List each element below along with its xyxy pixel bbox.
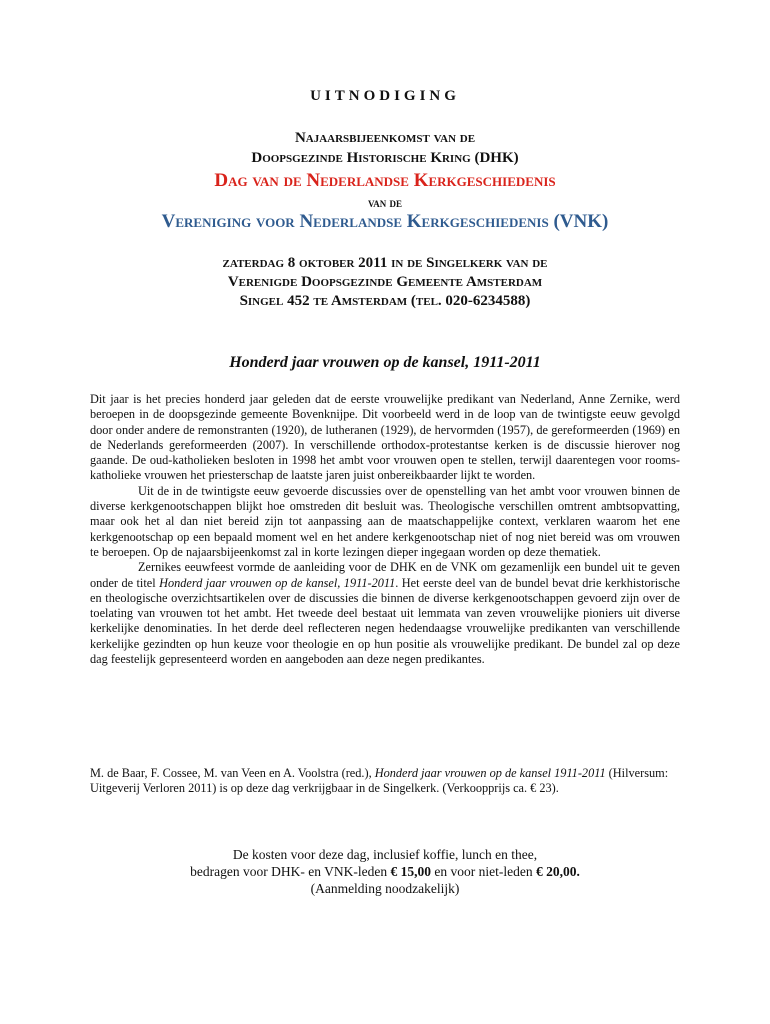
reference-book-title: Honderd jaar vrouwen op de kansel 1911-2011 bbox=[374, 766, 606, 780]
paragraph-3 bbox=[90, 560, 680, 667]
reference-details: (Hilversum: Uitgeverij Verloren 2011) is op deze dag verkrijgbaar in de Singelkerk. (Verkoopprijs ca. € 23). bbox=[90, 766, 669, 796]
paragraph-1: Dit jaar is het precies honderd jaar geleden dat de eerste vrouwelijke predikant van Nederland, Anne Zernike, werd beroepen in de doopsgezinde gemeente Bovenknijpe. Dit voorbeeld werd in de loop van de twintigste eeuw gevolgd door onder andere de remonstranten (1920), de lutheranen (1929), de hervormden (1957), de gereformeerden (1969) en de Nederlands gereformeerden (2007). In verschillende orthodox-protestantse kerken is de discussie hierover nog gaande. De oud-katholieken besloten in 1998 het ambt voor vrouwen open te stellen, terwijl daarentegen voor rooms-katholieke vrouwen het priesterschap de laatste jaren juist onbereikbaarder lijkt te worden. bbox=[90, 392, 680, 483]
header-line-vnk: Vereniging voor Nederlandse Kerkgeschiedenis (VNK) bbox=[161, 211, 609, 232]
header-line-vande: van de bbox=[367, 195, 403, 210]
header-line-dhk: Doopsgezinde Historische Kring (DHK) bbox=[251, 150, 519, 166]
header-line-meeting: Najaarsbijeenkomst van de bbox=[294, 130, 476, 146]
paragraph-3-intro: Zernikes eeuwfeest vormde de aanleiding voor de DHK en de VNK om gezamenlijk een bundel uit te geven onder de titel bbox=[90, 560, 680, 590]
header-line-day: Dag van de Nederlandse Kerkgeschiedenis bbox=[214, 170, 556, 191]
costs-member-price: € 15,00 bbox=[390, 864, 431, 879]
event-congregation-line: Verenigde Doopsgezinde Gemeente Amsterdam bbox=[227, 274, 543, 290]
body-text bbox=[90, 392, 680, 667]
reference-authors: M. de Baar, F. Cossee, M. van Veen en A. Voolstra (red.), bbox=[90, 766, 375, 780]
page-title: UITNODIGING bbox=[310, 88, 460, 104]
event-address-line: Singel 452 te Amsterdam (tel. 020-6234588) bbox=[239, 293, 531, 309]
section-subtitle: Honderd jaar vrouwen op de kansel, 1911-2011 bbox=[229, 354, 541, 371]
event-date-line: zaterdag 8 oktober 2011 in de Singelkerk van de bbox=[222, 255, 548, 271]
costs-registration-note: (Aanmelding noodzakelijk) bbox=[310, 881, 460, 896]
costs-members-text: bedragen voor DHK- en VNK-leden bbox=[190, 864, 391, 879]
costs-nonmembers-text: en voor niet-leden bbox=[430, 864, 536, 879]
paragraph-3-rest: . Het eerste deel van de bundel bevat drie kerkhistorische en theologische overzichtsartikelen over de discussies die binnen de diverse kerkgenootschappen gevoerd zijn over de toelating van vrouwen tot het ambt. Het tweede deel bestaat uit lemmata van zeven vrouwelijke pioniers uit diverse kerkelijke denominaties. In het derde deel reflecteren negen hedendaagse vrouwelijke predikanten van verschillende kerkelijke gezindten op hun keuze voor theologie en op hun positie als vrouwelijke predikant. De bundel zal op deze dag feestelijk gepresenteerd worden en aangeboden aan deze negen predikantes. bbox=[90, 575, 680, 667]
paragraph-2: Uit de in de twintigste eeuw gevoerde discussies over de openstelling van het ambt voor vrouwen binnen de diverse kerkgenootschappen blijkt hoe omstreden dit besluit was. Theologische verschillen omtrent ambtsopvatting, maar ook het al dan niet bereid zijn tot aanpassing aan de maatschappelijke context, verklaren waarom het ene kerkgenootschap op een bepaald moment wel en het andere kerkgenootschap niet of nog niet bereid was om vrouwen te beroepen. Op de najaarsbijeenkomst zal in korte lezingen dieper ingegaan worden op deze thematiek. bbox=[90, 483, 680, 559]
costs-block bbox=[0, 846, 770, 897]
costs-nonmember-price: € 20,00. bbox=[535, 864, 580, 879]
costs-line-2 bbox=[0, 863, 770, 880]
costs-line-1: De kosten voor deze dag, inclusief koffie, lunch en thee, bbox=[232, 847, 538, 862]
book-reference bbox=[90, 766, 680, 797]
paragraph-3-book-title: Honderd jaar vrouwen op de kansel, 1911-2011 bbox=[159, 575, 396, 590]
